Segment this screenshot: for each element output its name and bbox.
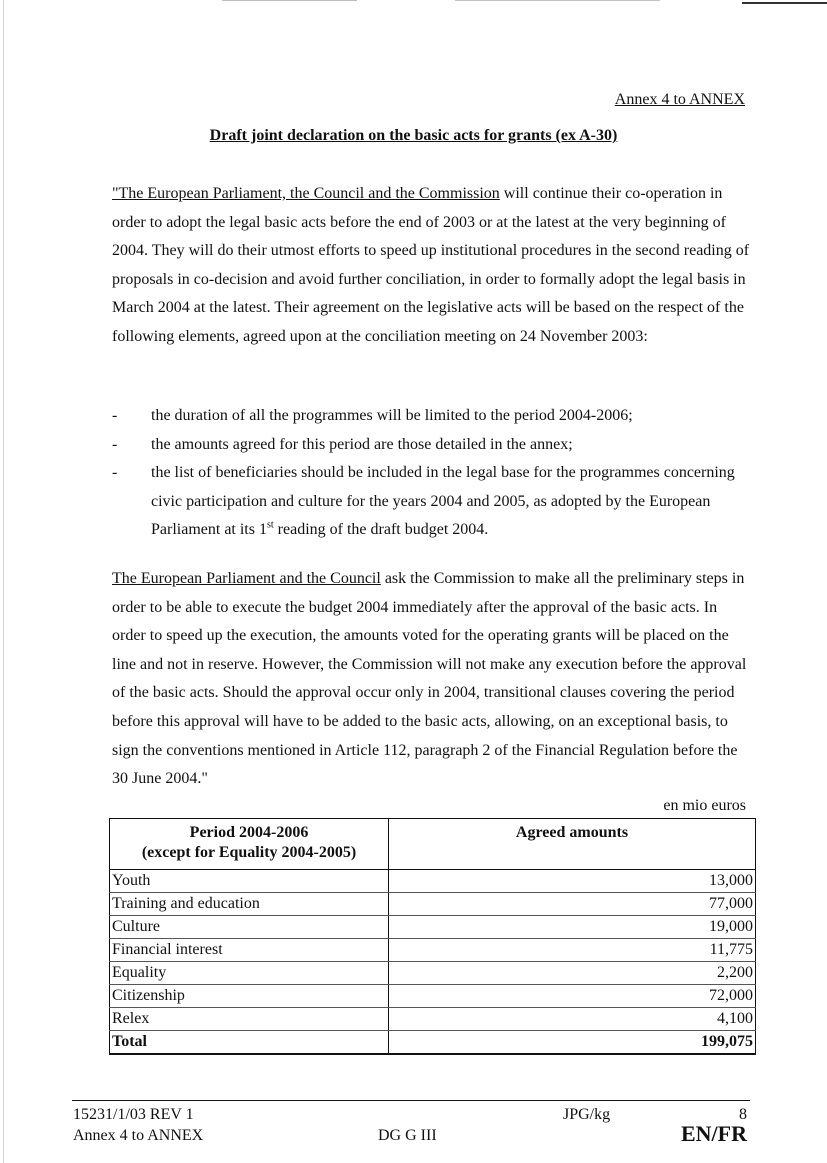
row-label: Financial interest [110,939,389,962]
row-amount: 72,000 [389,985,756,1008]
total-label: Total [110,1031,389,1055]
list-item [112,402,752,431]
page-number: 8 [739,1106,747,1123]
header-period [110,819,389,870]
header-period-line1: Period 2004-2006 [189,824,309,841]
list-item [112,459,752,545]
list-item-text-end: reading of the draft budget 2004. [273,521,489,539]
table-unit-label: en mio euros [663,797,746,814]
paragraph-commission-lead: The European Parliament and the Council [112,570,381,587]
total-amount: 199,075 [389,1031,756,1055]
list-dash: - [112,407,118,424]
row-amount: 13,000 [389,870,756,893]
row-amount: 2,200 [389,962,756,985]
document-title: Draft joint declaration on the basic acts for grants (ex A-30) [209,127,618,144]
table-header-row [110,819,756,870]
row-label: Training and education [110,893,389,916]
table-row [110,985,756,1008]
agreed-amounts-table [109,818,756,1055]
row-label: Youth [110,870,389,893]
footer-annex: Annex 4 to ANNEX [73,1127,204,1144]
paragraph-intro-lead: "The European Parliament, the Council and the Commission [112,185,500,202]
table-row [110,893,756,916]
row-amount: 19,000 [389,916,756,939]
footer-dg: DG G III [378,1127,437,1144]
list-item-text: the amounts agreed for this period are those detailed in the annex; [151,435,573,453]
header-agreed-amounts: Agreed amounts [389,819,756,870]
row-amount: 11,775 [389,939,756,962]
table-row [110,870,756,893]
row-label: Citizenship [110,985,389,1008]
ordinal-suffix: st [266,520,274,532]
scan-top-mark [455,0,660,1]
footer-doc-ref: 15231/1/03 REV 1 [73,1106,194,1123]
list-item-text: the list of beneficiaries should be included in the legal base for the programmes concerning civic participation and culture for the years 2004 and 2005, as adopted by the European Parliament at its 1 [151,464,735,539]
table-row [110,939,756,962]
table-row [110,916,756,939]
paragraph-commission-text: ask the Commission to make all the preliminary steps in order to be able to execute the budget 2004 immediately after the approval of the basic acts. In order to speed up the execution, the amounts voted for the operating grants will be placed on the line and not in reserve. However, the Commission will not make any execution before the approval of the basic acts. Should the approval occur only in 2004, transitional clauses covering the period before this approval will have to be added to the basic acts, allowing, on an exceptional basis, to sign the conventions mentioned in Article 112, paragraph 2 of the Financial Regulation before the 30 June 2004." [112,570,747,788]
paragraph-intro [112,180,752,352]
footer-divider [72,1100,750,1101]
footer-initials: JPG/kg [563,1106,611,1123]
paragraph-intro-text: will continue their co-operation in order to adopt the legal basic acts before the end of 2003 or at the latest at the very beginning of 2004. They will do their utmost efforts to speed up institutional procedures in the second reading of proposals in co-decision and avoid further conciliation, in order to formally adopt the legal basis in March 2004 at the latest. Their agreement on the legislative acts will be based on the respect of the following elements, agreed upon at the conciliation meeting on 24 November 2003: [112,185,750,345]
annex-reference: Annex 4 to ANNEX [614,91,745,108]
row-label: Equality [110,962,389,985]
list-item [112,431,752,460]
elements-list [112,402,752,545]
row-amount: 4,100 [389,1008,756,1031]
list-dash: - [112,435,118,453]
header-period-line2: (except for Equality 2004-2005) [141,844,357,861]
language-code: EN/FR [681,1121,747,1146]
row-label: Relex [110,1008,389,1031]
list-item-text: the duration of all the programmes will be limited to the period 2004-2006; [151,407,633,424]
row-label: Culture [110,916,389,939]
table-row [110,962,756,985]
row-amount: 77,000 [389,893,756,916]
list-dash: - [112,464,118,482]
paragraph-commission [112,565,752,794]
scan-edge-mark [3,0,4,1163]
table-row [110,1008,756,1031]
scan-top-mark [742,2,827,4]
table-total-row [110,1031,756,1055]
scan-top-mark [222,0,357,1]
